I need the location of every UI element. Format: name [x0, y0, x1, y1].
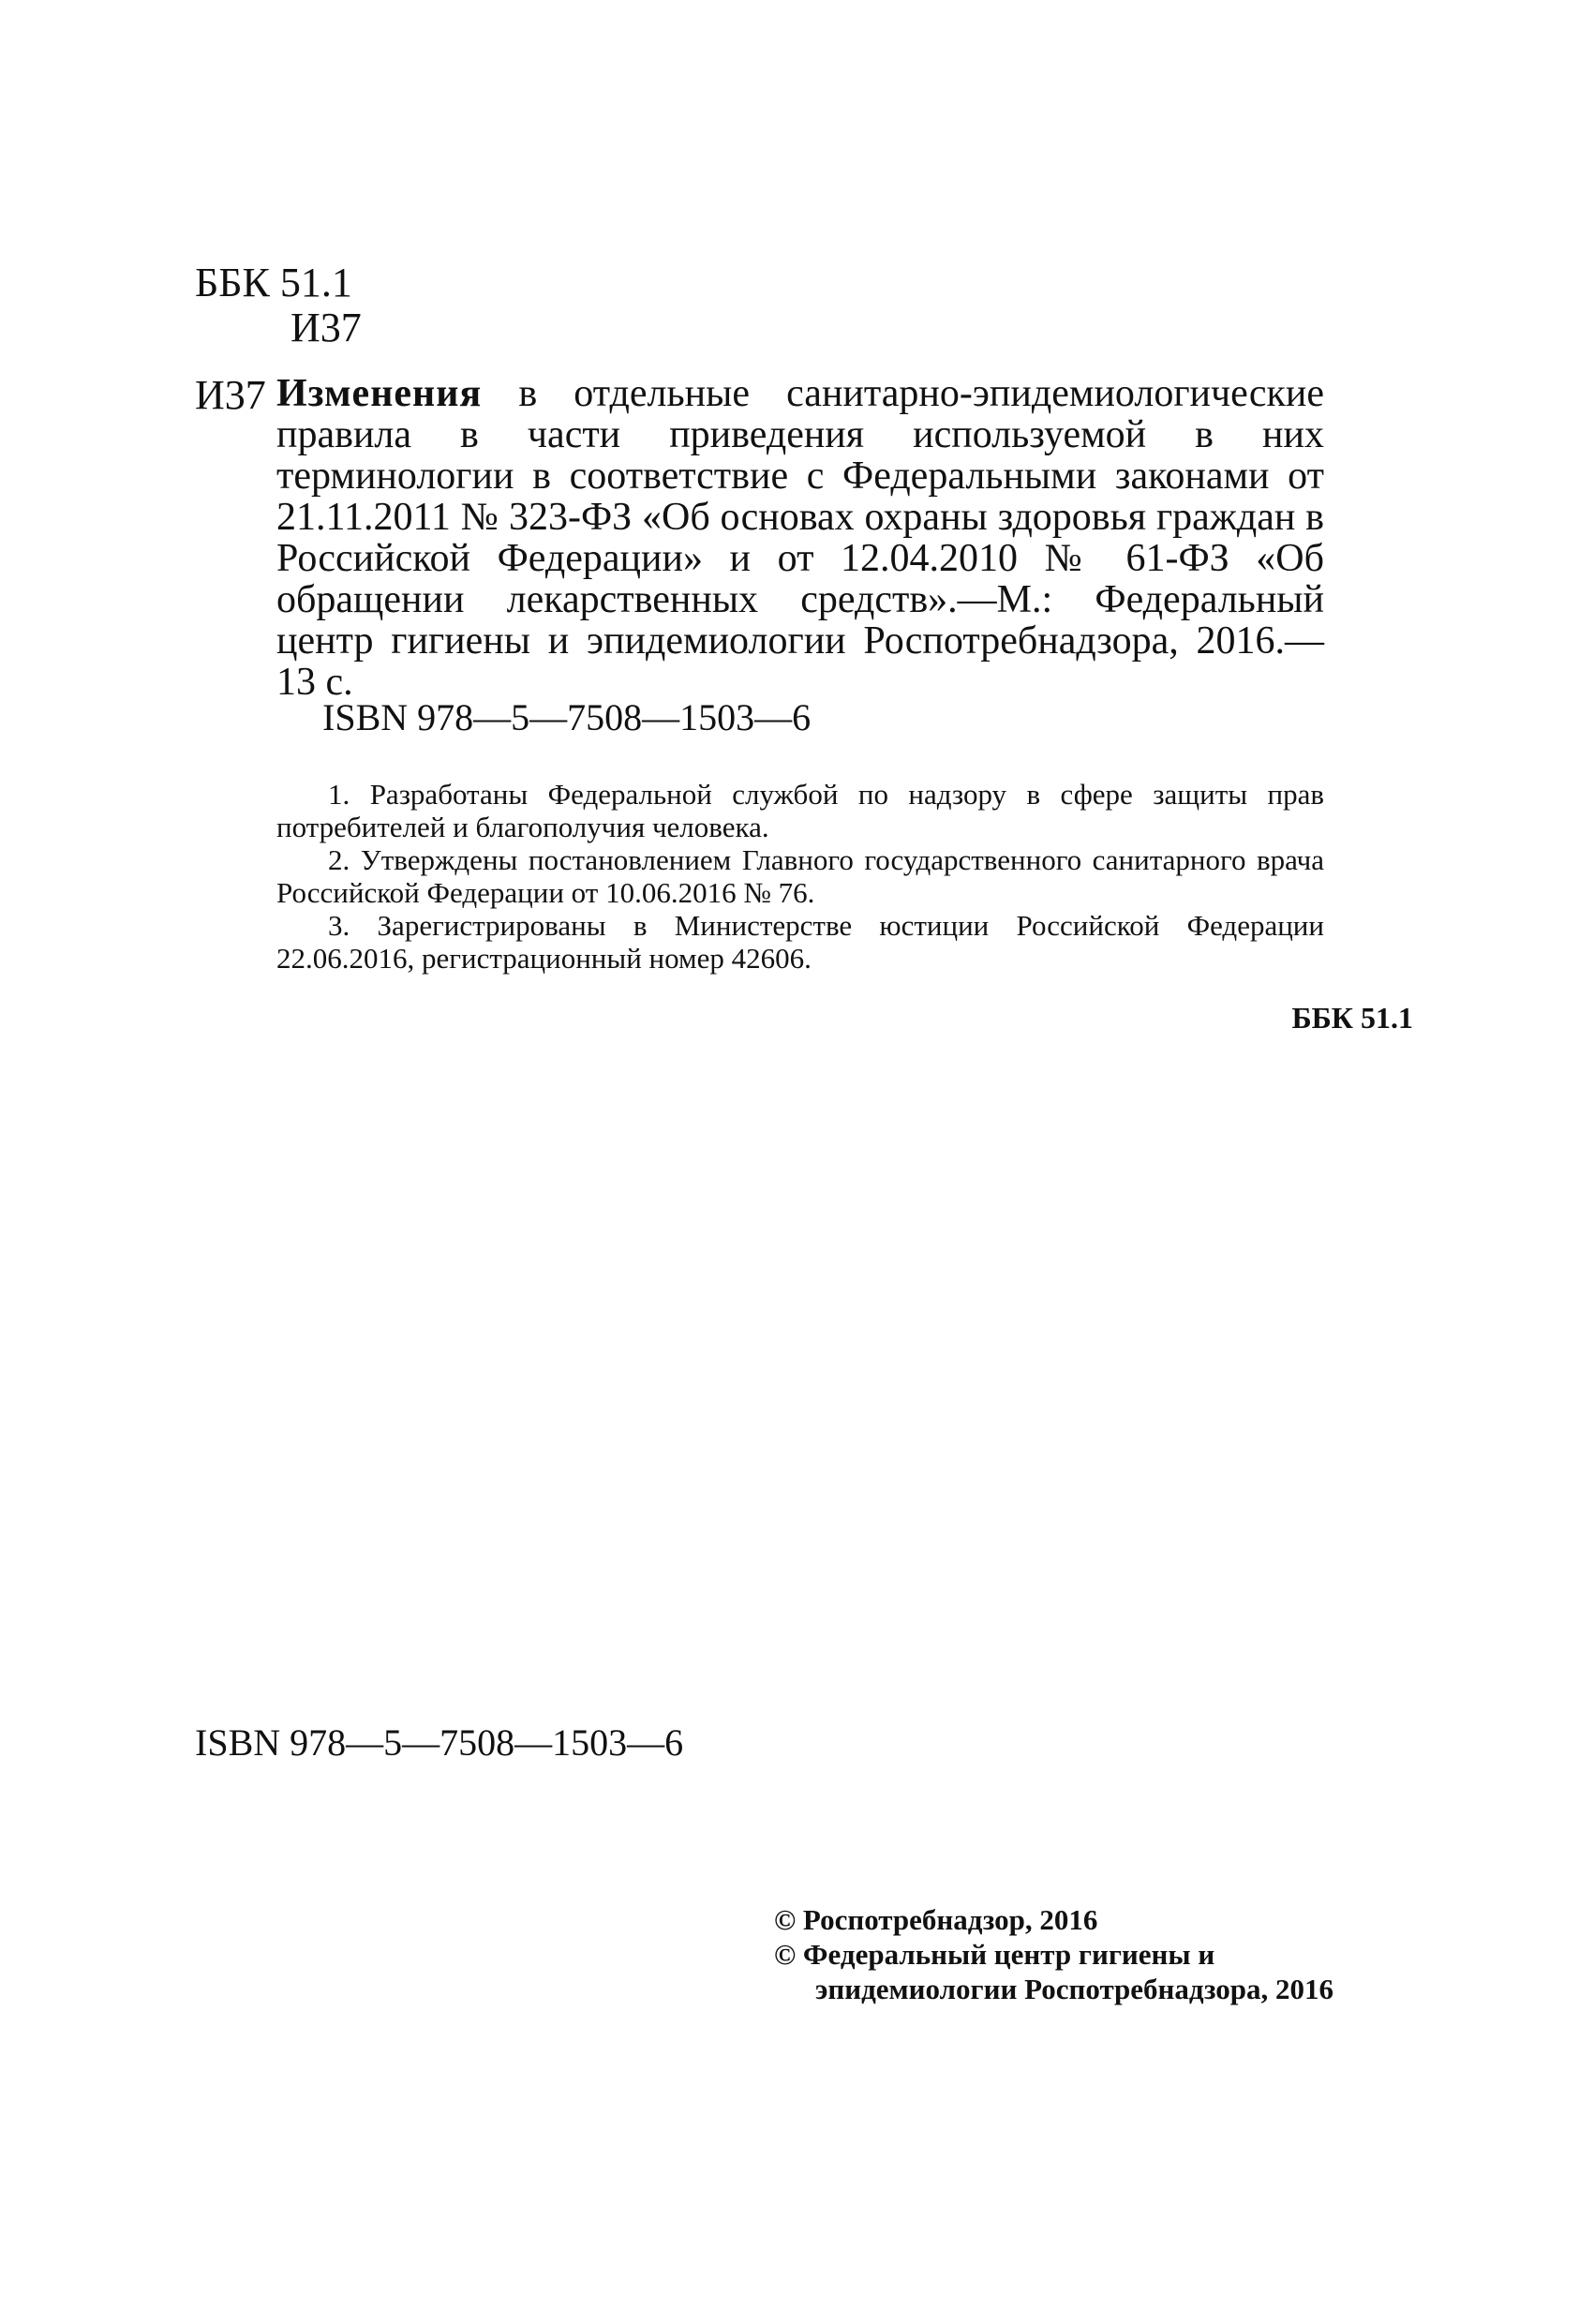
- copyright-block: [774, 1902, 1333, 2006]
- copyright-line: эпидемиологии Роспотребнадзора, 2016: [815, 1973, 1333, 2005]
- bbk-code-right: ББК 51.1: [1291, 1001, 1413, 1035]
- author-mark: И37: [290, 305, 362, 350]
- notes-list: [276, 778, 1324, 975]
- isbn-bottom: ISBN 978—5—7508—1503—6: [195, 1721, 684, 1764]
- entry-title-word: Изменения: [276, 372, 483, 415]
- isbn-main: ISBN 978—5—7508—1503—6: [322, 696, 812, 738]
- note-item: 1. Разработаны Федеральной службой по надзору в сфере защиты прав потребителей и благополучия человека.: [276, 778, 1324, 843]
- note-item: 3. Зарегистрированы в Министерстве юстиции Российской Федерации 22.06.2016, регистрационный номер 42606.: [276, 909, 1324, 975]
- bibliographic-entry: [276, 373, 1324, 703]
- entry-description: в отдельные санитарно-эпидемиологические правила в части приведения используемой в них терминологии в соответствие с Федеральными законами от 21.11.2011 № 323-ФЗ «Об основах охраны здоровья граждан в Российской Федерации» и от 12.04.2010 № 61-ФЗ «Об обращении лекарственных средств».—М.: Федеральный центр гигиены и эпидемиологии Роспотребнадзора, 2016.—13 с.: [276, 372, 1324, 704]
- copyright-line: © Федеральный центр гигиены и: [774, 1938, 1215, 1971]
- entry-author-mark: И37: [195, 372, 266, 418]
- bbk-code: ББК 51.1: [195, 260, 352, 305]
- bbk-classification-block: [195, 261, 362, 350]
- copyright-line: © Роспотребнадзор, 2016: [774, 1903, 1098, 1936]
- note-item: 2. Утверждены постановлением Главного государственного санитарного врача Российской Федерации от 10.06.2016 № 76.: [276, 843, 1324, 909]
